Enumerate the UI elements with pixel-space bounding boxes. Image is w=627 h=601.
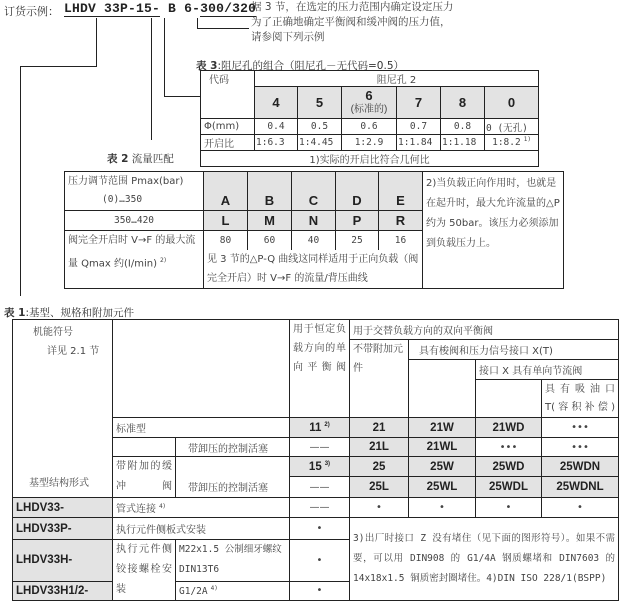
orifice-code: 5 <box>298 87 342 119</box>
thread-spec-text: G1/2A <box>179 585 208 597</box>
orifice-header: 阻尼孔 2 <box>255 71 539 87</box>
flow-value: 16 <box>379 231 423 250</box>
flow-label-cell <box>65 231 204 289</box>
model-desc <box>113 498 290 518</box>
model-code: LHDV33H- <box>13 540 113 582</box>
relief-piston-label: 带卸压的控制活塞 <box>176 438 290 457</box>
symbol-cell <box>13 320 113 498</box>
type-code: 21W <box>409 418 476 438</box>
type-code: 15 <box>308 460 322 473</box>
type-code: 25WD <box>476 457 542 477</box>
standard-note: (标准的) <box>350 103 388 115</box>
see-section: 详见 2.1 节 <box>47 346 100 357</box>
flow-value: 40 <box>292 231 336 250</box>
order-code-pressure: 300/320 <box>200 1 257 16</box>
flow-letter: M <box>248 211 292 231</box>
ratio-value: 1:2.9 <box>342 135 397 151</box>
note-line: 为了正确地确定平衡阀和缓冲阀的压力值， <box>251 16 451 28</box>
single-availability: —— <box>290 498 350 518</box>
table2-title-number: 表 2 <box>107 153 129 165</box>
flow-letter: E <box>379 172 423 211</box>
model-code: LHDV33H1/2- <box>13 581 113 600</box>
flow-letter: D <box>336 172 379 211</box>
leader-line <box>20 66 97 67</box>
no-extra-header: 不带附加元件 <box>350 340 409 418</box>
table3-orifice <box>200 70 539 167</box>
order-code <box>64 1 256 16</box>
blank-cell <box>113 320 290 418</box>
note-line: 请参阅下列示例 <box>251 31 325 43</box>
relief-piston-label: 带卸压的控制活塞 <box>176 477 290 498</box>
type-code: 25L <box>350 477 409 498</box>
flow-side-note: 2)当负载正向作用时，也就是在起升时，最大允许流量的△P 约为 50bar。该压力必须添加到负载压力上。 <box>423 172 564 289</box>
shuttle-header: 具有梭阀和压力信号接口 X(T) <box>409 340 619 360</box>
suction-header: 具有吸油口 T(容积补偿) <box>542 380 619 418</box>
symbol-label: 机能符号 <box>33 327 73 338</box>
curve-note: 见 3 节的△P-Q 曲线这同样适用于正向负载（阀完全开启）时 V→F 的流量/背压曲线 <box>204 250 423 289</box>
order-code-orifice: 6- <box>184 1 201 16</box>
type-code: 25 <box>350 457 409 477</box>
blank-cell <box>409 360 476 418</box>
type-code: 21L <box>350 438 409 457</box>
type-code: 25WDN <box>542 457 619 477</box>
code-15 <box>290 457 350 477</box>
double-availability: • <box>542 498 619 518</box>
model-desc: 执行元件侧铰接螺栓安装 <box>113 540 176 601</box>
table2-title-text: 流量匹配 <box>128 153 174 165</box>
type-code: ••• <box>476 438 542 457</box>
double-direction-header: 用于交替负载方向的双向平衡阀 <box>350 320 619 340</box>
footnote-ref: 2) <box>160 257 167 264</box>
footnote-ref: 4) <box>210 584 218 592</box>
order-code-main: LHDV 33P-15- <box>64 1 161 16</box>
type-code: 25WDL <box>476 477 542 498</box>
range-1: (0)…350 <box>102 194 143 205</box>
flow-value: 60 <box>248 231 292 250</box>
standard-label: 标准型 <box>113 418 290 438</box>
code-header: 代码 <box>201 71 255 119</box>
thread-spec <box>176 581 290 600</box>
double-availability: • <box>476 498 542 518</box>
flow-letter: L <box>204 211 248 231</box>
pressure-note <box>251 0 453 45</box>
table3-footnote: 1)实际的开启比符合几何比 <box>201 151 539 167</box>
ratio-value-last <box>485 135 539 151</box>
type-code: 21WL <box>409 438 476 457</box>
blank-cell <box>113 438 176 457</box>
table1-title-text: :基型、规格和附加元件 <box>25 307 135 319</box>
leader-line <box>164 96 200 97</box>
leader-line <box>20 66 21 296</box>
flow-letter: N <box>292 211 336 231</box>
flow-letter: R <box>379 211 423 231</box>
single-availability: • <box>290 540 350 582</box>
orifice-code: 8 <box>441 87 485 119</box>
single-availability: • <box>290 581 350 600</box>
flow-label: 阀完全开启时 V→F 的最大流量 Qmax 约(I/min) <box>68 235 196 270</box>
phi-value: 0.8 <box>441 119 485 135</box>
type-code: 25W <box>409 457 476 477</box>
type-code: 25WL <box>409 477 476 498</box>
throttle-header: 接口 X 具有单向节流阀 <box>476 360 619 380</box>
blank-cell <box>176 457 290 477</box>
type-code: —— <box>290 438 350 457</box>
model-code: LHDV33- <box>13 498 113 518</box>
type-code: —— <box>290 477 350 498</box>
flow-value: 80 <box>204 231 248 250</box>
type-code: 21WD <box>476 418 542 438</box>
bottom-note: 3)出厂时接口 Z 没有堵住（见下面的图形符号）。如果不需要，可以用 DIN908 的 G1/4A 钢质螺堵和 DIN7603 的 14x18x1.5 铜质密封圈堵住。4)DIN ISO 228/1(BSPP) <box>350 518 619 601</box>
type-code: 11 <box>309 421 322 434</box>
range-label: 压力调节范围 Pmax(bar) <box>68 176 184 187</box>
footnote-ref: 3) <box>324 460 331 467</box>
table1-title <box>4 305 134 320</box>
double-availability: • <box>409 498 476 518</box>
single-availability: • <box>290 518 350 540</box>
table3-title-number: 表 3 <box>196 60 218 72</box>
phi-value: 0.6 <box>342 119 397 135</box>
table1-title-number: 表 1 <box>4 307 26 319</box>
single-direction-header: 用于恒定负载方向的单向平衡阀 <box>290 320 350 418</box>
model-code: LHDV33P- <box>13 518 113 540</box>
double-availability: • <box>350 498 409 518</box>
leader-line <box>151 18 152 140</box>
leader-line <box>197 28 249 29</box>
type-code: ••• <box>542 438 619 457</box>
phi-value: 0 (无孔) <box>485 119 539 135</box>
phi-value: 0.7 <box>397 119 441 135</box>
note-line: 据 3 节，在选定的压力范围内确定设定压力 <box>251 1 454 13</box>
orifice-code-standard <box>342 87 397 119</box>
footnote-ref: 2) <box>324 421 330 428</box>
orifice-code: 7 <box>397 87 441 119</box>
range-label-cell <box>65 172 204 211</box>
code-11 <box>290 418 350 438</box>
model-desc-text: 管式连接 <box>116 504 156 515</box>
footnote-ref: 4) <box>159 502 166 510</box>
ratio-value: 1:1.18 <box>441 135 485 151</box>
ratio-value: 1:4.45 <box>298 135 342 151</box>
orifice-code: 0 <box>485 87 539 119</box>
ratio-label: 开启比 <box>201 135 255 151</box>
leader-line <box>164 18 165 97</box>
phi-value: 0.4 <box>255 119 298 135</box>
ratio-value: 1:1.84 <box>397 135 441 151</box>
leader-line <box>96 18 97 67</box>
buffer-label: 带附加的缓冲阀 <box>113 457 176 498</box>
model-desc: 执行元件侧板式安装 <box>113 518 290 540</box>
range-2: 350…420 <box>65 211 204 231</box>
footnote-ref: 1) <box>523 136 531 144</box>
type-code: 21 <box>350 418 409 438</box>
table3-title-text: :阻尼孔的组合（阻尼孔－无代码=0.5） <box>217 60 405 72</box>
table2-flow <box>64 171 564 289</box>
thread-spec: M22x1.5 公制细牙螺纹 DIN13T6 <box>176 540 290 582</box>
flow-letter: A <box>204 172 248 211</box>
orifice-code: 6 <box>365 87 373 103</box>
order-code-flow: B <box>168 1 177 16</box>
base-form-label: 基型结构形式 <box>29 478 89 489</box>
type-code: 25WDNL <box>542 477 619 498</box>
table2-title <box>107 151 174 166</box>
table1-types <box>12 319 619 601</box>
orifice-code: 4 <box>255 87 298 119</box>
flow-letter: B <box>248 172 292 211</box>
flow-value: 25 <box>336 231 379 250</box>
flow-letter: C <box>292 172 336 211</box>
order-example-label: 订货示例： <box>4 5 59 18</box>
blank-cell <box>476 380 542 418</box>
type-code: ••• <box>542 418 619 438</box>
phi-label: Φ(mm) <box>201 119 255 135</box>
ratio-value: 1:8.2 <box>492 137 521 149</box>
phi-value: 0.5 <box>298 119 342 135</box>
flow-letter: P <box>336 211 379 231</box>
ratio-value: 1:6.3 <box>255 135 298 151</box>
